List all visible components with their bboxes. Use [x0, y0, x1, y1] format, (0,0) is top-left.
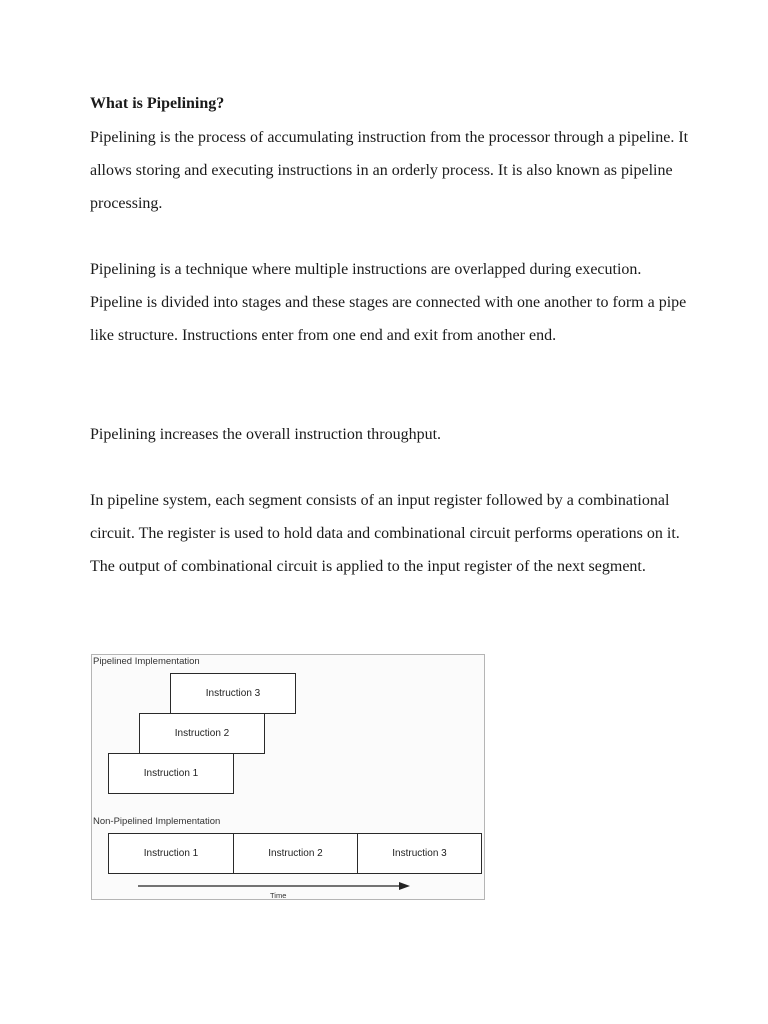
non-pipelined-instruction-2: Instruction 2	[233, 833, 358, 874]
non-pipelined-title: Non-Pipelined Implementation	[93, 816, 221, 827]
paragraph-throughput: Pipelining increases the overall instruction throughput.	[90, 426, 442, 443]
non-pipelined-instruction-3: Instruction 3	[357, 833, 482, 874]
pipelined-instruction-3: Instruction 3	[170, 673, 296, 714]
pipelined-title: Pipelined Implementation	[93, 656, 200, 667]
paragraph-definition: Pipelining is the process of accumulating instruction from the processor through a pipeline. It allows storing and executing instructions in an orderly process. It is also known as pipeline processing.	[90, 129, 689, 212]
paragraph-technique: Pipelining is a technique where multiple instructions are overlapped during execution. Pipeline is divided into stages and these stages are connected with one another to form a pipe like structure. Instructions enter from one end and exit from another end.	[90, 261, 687, 344]
pipeline-diagram	[91, 654, 485, 900]
non-pipelined-instruction-1: Instruction 1	[108, 833, 234, 874]
pipelined-instruction-1: Instruction 1	[108, 753, 234, 794]
time-axis-label: Time	[270, 891, 287, 900]
pipelined-instruction-2: Instruction 2	[139, 713, 265, 754]
paragraph-segment: In pipeline system, each segment consists of an input register followed by a combinational circuit. The register is used to hold data and combinational circuit performs operations on it. The output of combinational circuit is applied to the input register of the next segment.	[90, 492, 680, 575]
time-arrow-icon	[138, 881, 410, 891]
section-heading: What is Pipelining?	[90, 95, 225, 112]
